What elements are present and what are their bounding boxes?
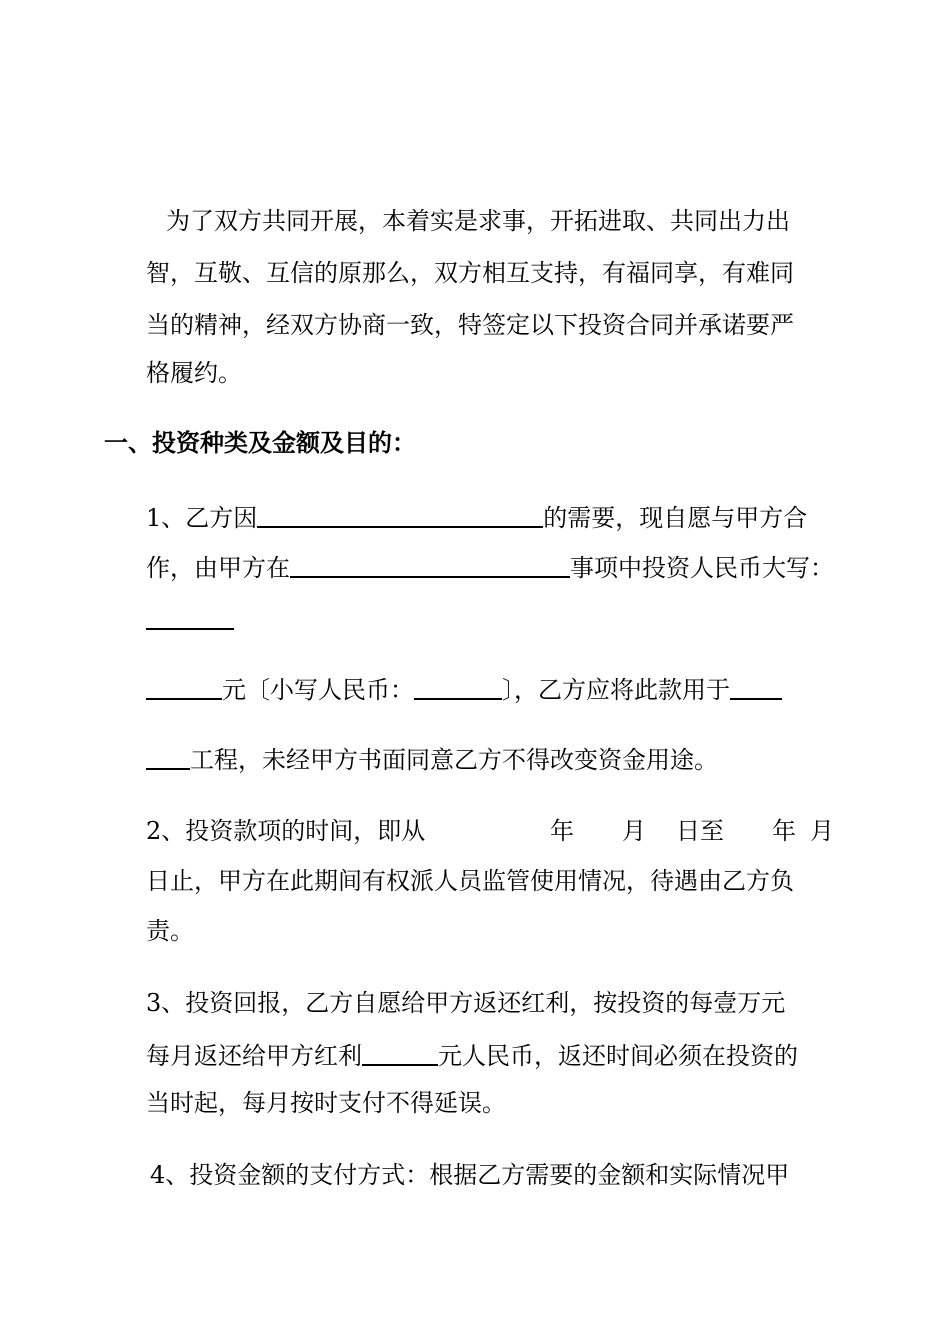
intro-line-4: 格履约。 bbox=[146, 359, 242, 387]
item1-line-b bbox=[146, 550, 834, 583]
item3-b-pre: 每月返还给甲方红利 bbox=[146, 1042, 362, 1070]
item1-b-pre: 作，由甲方在 bbox=[146, 554, 290, 582]
item2-year1: 年 bbox=[550, 817, 574, 845]
item1-d-post: 〕，乙方应将此款用于 bbox=[502, 676, 730, 704]
item2-line-c: 责。 bbox=[146, 917, 194, 945]
item3-line-a: 3、投资回报，乙方自愿给甲方返还红利，按投资的每壹万元 bbox=[146, 989, 786, 1017]
intro-line-1: 为了双方共同开展，本着实是求事，开拓进取、共同出力出 bbox=[166, 207, 790, 235]
item2-line-a bbox=[146, 816, 425, 846]
item2-year2: 年 bbox=[772, 817, 796, 845]
blank-amount-small[interactable] bbox=[414, 674, 502, 700]
item1-a-pre: 1、乙方因 bbox=[146, 504, 258, 532]
intro-line-2: 智，互敬、互信的原那么，双方相互支持，有福同享，有难同 bbox=[146, 259, 794, 287]
item3-line-c: 当时起，每月按时支付不得延误。 bbox=[146, 1089, 506, 1117]
blank-project[interactable] bbox=[730, 674, 782, 700]
item3-line-b bbox=[146, 1038, 798, 1071]
item2-line-b: 日止，甲方在此期间有权派人员监管使用情况，待遇由乙方负 bbox=[146, 867, 794, 895]
item1-b-post: 事项中投资人民币大写： bbox=[570, 554, 834, 582]
item2-month2: 月 bbox=[810, 817, 834, 845]
item2-a-pre: 2、投资款项的时间，即从 bbox=[146, 817, 426, 845]
intro-line-3: 当的精神，经双方协商一致，特签定以下投资合同并承诺要严 bbox=[146, 311, 794, 339]
blank-matter[interactable] bbox=[290, 552, 570, 578]
item2-month1: 月 bbox=[622, 817, 646, 845]
item1-line-e bbox=[146, 742, 718, 775]
blank-dividend[interactable] bbox=[362, 1040, 438, 1066]
item1-line-c bbox=[146, 602, 234, 635]
blank-amount-capital-cont[interactable] bbox=[146, 674, 222, 700]
blank-amount-capital[interactable] bbox=[146, 604, 234, 630]
item4-line-a: 4、投资金额的支付方式：根据乙方需要的金额和实际情况甲 bbox=[150, 1161, 790, 1189]
item3-b-post: 元人民币，返还时间必须在投资的 bbox=[438, 1042, 798, 1070]
blank-purpose[interactable] bbox=[257, 502, 543, 528]
item1-line-a bbox=[146, 500, 807, 533]
item1-a-post: 的需要，现自愿与甲方合 bbox=[543, 504, 808, 532]
section-heading: 一、投资种类及金额及目的： bbox=[104, 429, 416, 457]
item1-d-mid: 元〔小写人民币： bbox=[222, 676, 414, 704]
item1-e-post: 工程，未经甲方书面同意乙方不得改变资金用途。 bbox=[190, 746, 718, 774]
item1-line-d bbox=[146, 672, 782, 705]
blank-project-cont[interactable] bbox=[146, 744, 190, 770]
item2-day-to: 日至 bbox=[676, 817, 724, 845]
